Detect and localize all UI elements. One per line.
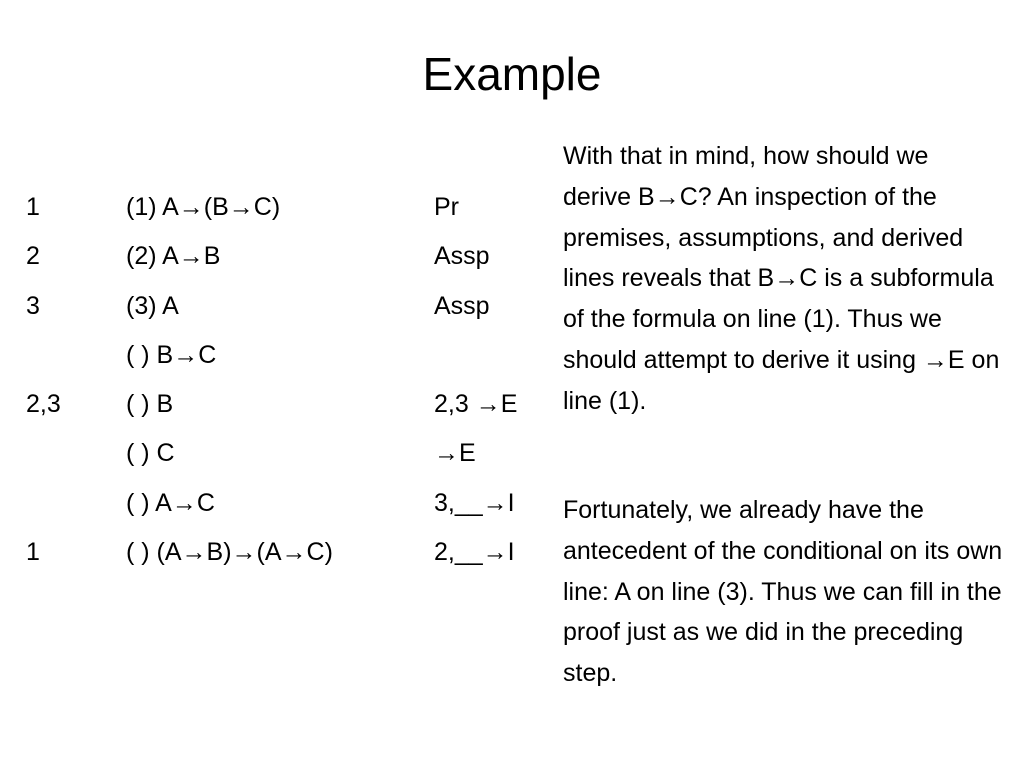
formula-cell: (3) A — [126, 291, 179, 320]
justification-cell: 3,__→I — [434, 488, 515, 517]
explanation-paragraph-2: Fortunately, we already have the antecedent of the conditional on its own line: A on line (3). Thus we can fill in the proof just as we did in the preceding step. — [563, 496, 1003, 688]
formula-cell: ( ) B→C — [126, 340, 217, 369]
dependency-cell: 1 — [26, 193, 40, 221]
proof-row — [26, 183, 556, 232]
formula-cell: ( ) (A→B)→(A→C) — [126, 538, 333, 567]
dependency-cell: 2,3 — [26, 390, 61, 419]
formula-cell: (2) A→B — [126, 242, 221, 271]
justification-cell: →E — [434, 439, 476, 468]
proof-row — [26, 282, 556, 331]
explanation-paragraph-1: With that in mind, how should we derive B→C? An inspection of the premises, assumptions, and derived lines reveals that B→C is a subformula of the formula on line (1). Thus we should attempt to derive it using →E on line (1). — [563, 142, 1000, 415]
dependency-cell: 1 — [26, 538, 40, 567]
proof-row — [26, 429, 556, 478]
formula-cell: (1) A→(B→C) — [126, 193, 281, 221]
justification-cell: 2,__→I — [434, 538, 515, 567]
proof-table — [26, 183, 556, 577]
slide-title: Example — [422, 48, 602, 100]
formula-cell: ( ) C — [126, 439, 175, 468]
formula-cell: ( ) B — [126, 390, 174, 419]
formula-cell: ( ) A→C — [126, 488, 215, 517]
justification-cell: Pr — [434, 193, 459, 221]
proof-row — [26, 380, 556, 429]
proof-row — [26, 479, 556, 528]
proof-row — [26, 232, 556, 281]
dependency-cell: 3 — [26, 291, 40, 320]
justification-cell: Assp — [434, 291, 490, 320]
justification-cell: Assp — [434, 242, 490, 271]
proof-row — [26, 528, 556, 577]
dependency-cell: 2 — [26, 242, 40, 271]
proof-row — [26, 331, 556, 380]
justification-cell: 2,3 →E — [434, 390, 518, 419]
